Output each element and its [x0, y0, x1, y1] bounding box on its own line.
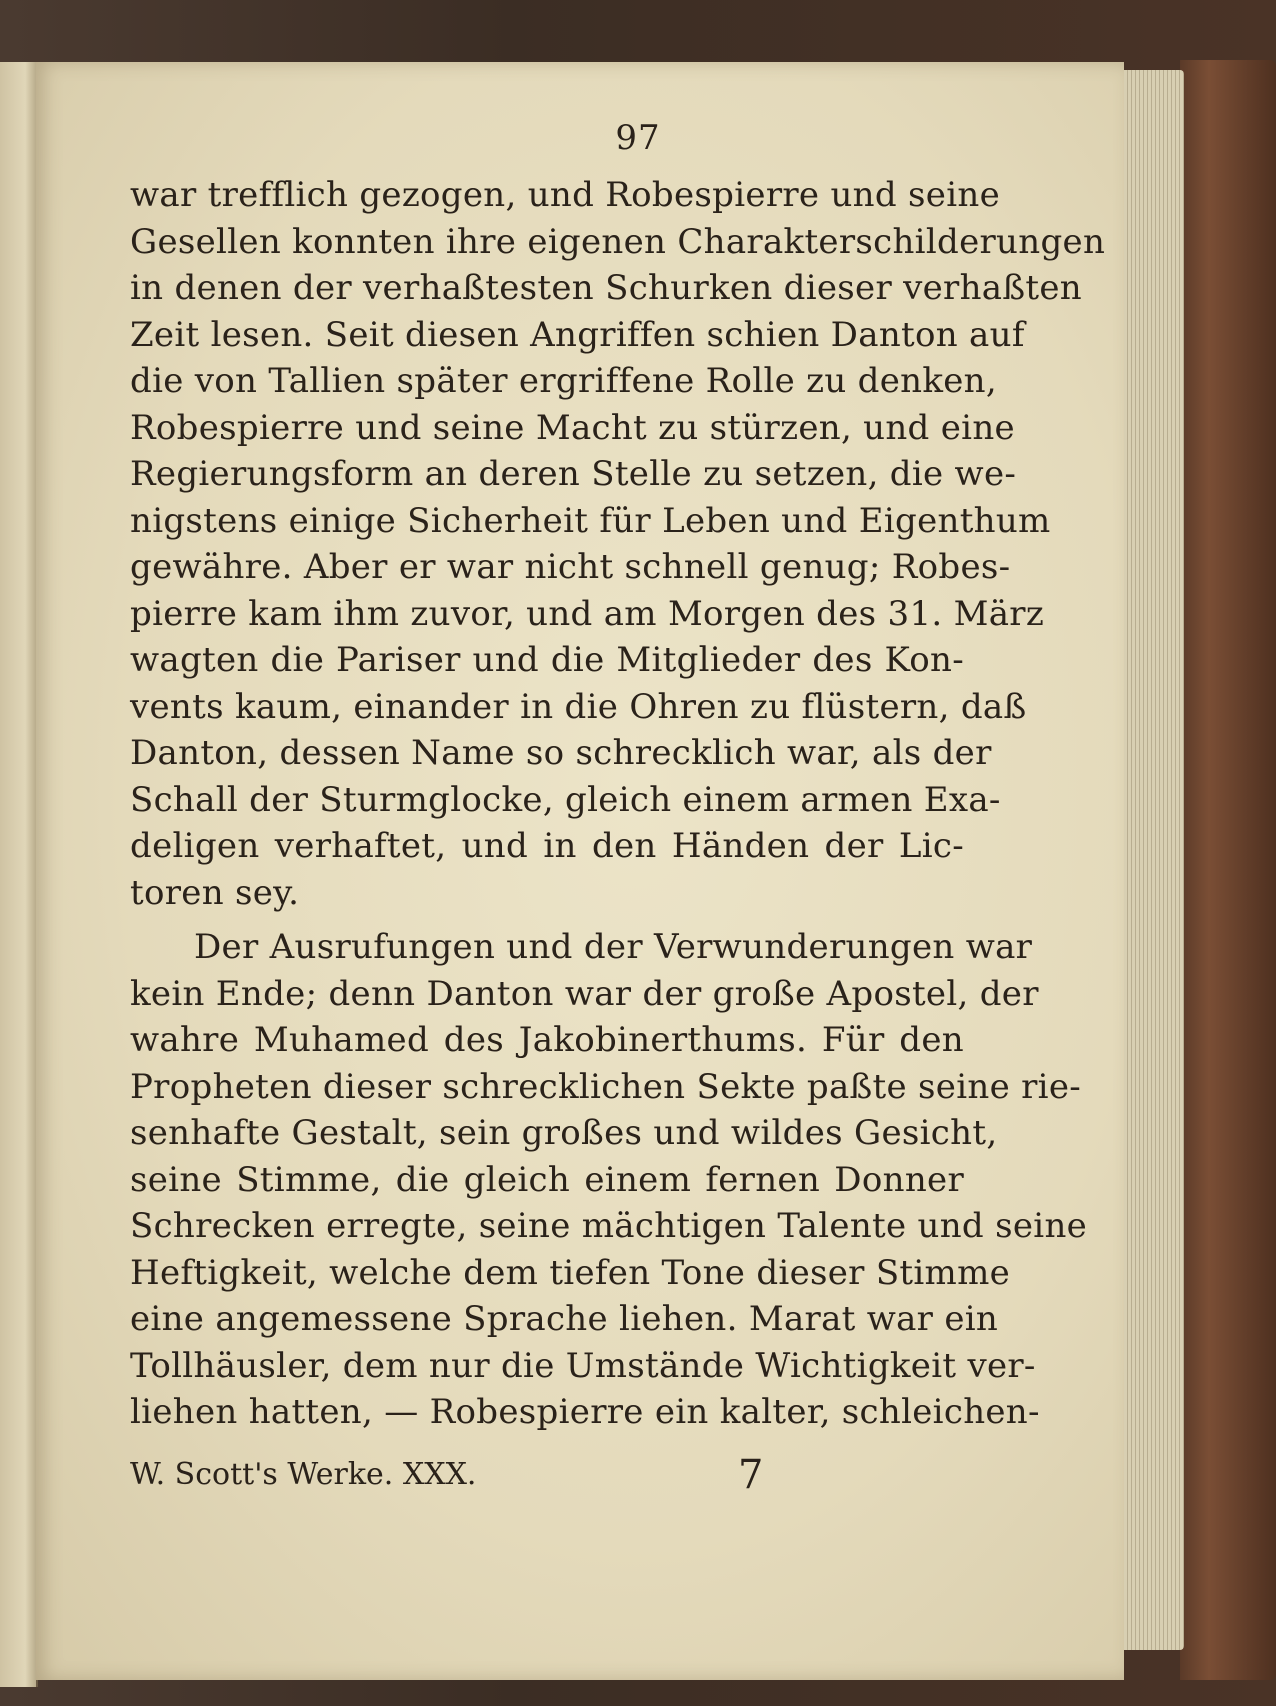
page-number: 97	[615, 118, 661, 158]
text-line: Regierungsform an deren Stelle zu setzen, die we-	[130, 454, 1017, 494]
text-line: toren sey.	[130, 872, 300, 913]
text-line: vents kaum, einander in die Ohren zu flüstern, daß	[130, 686, 1027, 727]
text-line: Robespierre und seine Macht zu stürzen, und eine	[130, 407, 1015, 448]
text-line: gewähre. Aber er war nicht schnell genug; Robes-	[130, 547, 1011, 587]
book-cover	[1180, 60, 1276, 1680]
previous-page-edge	[0, 62, 38, 1687]
paragraph-gap	[130, 916, 964, 924]
text-line: Schall der Sturmglocke, gleich einem armen Exa-	[130, 779, 1001, 820]
text-line: senhafte Gestalt, sein großes und wildes Gesicht,	[130, 1113, 998, 1153]
text-line: deligen verhaftet, und in den Händen der Lic-	[130, 826, 964, 866]
text-line: Propheten dieser schrecklichen Sekte paßte seine rie-	[130, 1066, 1082, 1107]
text-line: Der Ausrufungen und der Verwunderungen war	[194, 927, 1033, 967]
text-line: Heftigkeit, welche dem tiefen Tone dieser Stimme	[130, 1252, 1011, 1293]
text-line: pierre kam ihm zuvor, und am Morgen des 31. März	[130, 593, 1045, 634]
text-line: liehen hatten, — Robespierre ein kalter, schleichen-	[130, 1392, 1040, 1432]
text-line: wahre Muhamed des Jakobinerthums. Für den	[130, 1020, 964, 1060]
text-line: seine Stimme, die gleich einem fernen Donner	[130, 1159, 964, 1200]
text-line: in denen der verhaßtesten Schurken dieser verhaßten	[130, 268, 1082, 308]
page-footer	[130, 1452, 964, 1498]
footer-signature: W. Scott's Werke. XXX.	[130, 1457, 477, 1492]
body-text	[130, 172, 1106, 1436]
text-line: wagten die Pariser und die Mitglieder des Kon-	[130, 640, 964, 680]
text-line: nigstens einige Sicherheit für Leben und Eigenthum	[130, 500, 1051, 541]
page-edges	[1120, 70, 1184, 1650]
sheet-mark: 7	[738, 1452, 764, 1498]
text-line: Zeit lesen. Seit diesen Angriffen schien Danton auf	[130, 314, 1025, 355]
text-line: eine angemessene Sprache liehen. Marat war ein	[130, 1299, 999, 1339]
text-line: Danton, dessen Name so schrecklich war, als der	[130, 733, 992, 773]
paragraph	[130, 924, 1088, 1436]
text-line: war trefflich gezogen, und Robespierre und seine	[130, 175, 1000, 215]
text-line: die von Tallien später ergriffene Rolle zu denken,	[130, 361, 997, 401]
text-line: Tollhäusler, dem nur die Umstände Wichtigkeit ver-	[130, 1345, 1036, 1386]
text-line: kein Ende; denn Danton war der große Apostel, der	[130, 973, 1039, 1014]
text-line: Schrecken erregte, seine mächtigen Talente und seine	[130, 1206, 1088, 1246]
paragraph	[130, 172, 1106, 916]
text-line: Gesellen konnten ihre eigenen Charakterschilderungen	[130, 221, 1106, 262]
